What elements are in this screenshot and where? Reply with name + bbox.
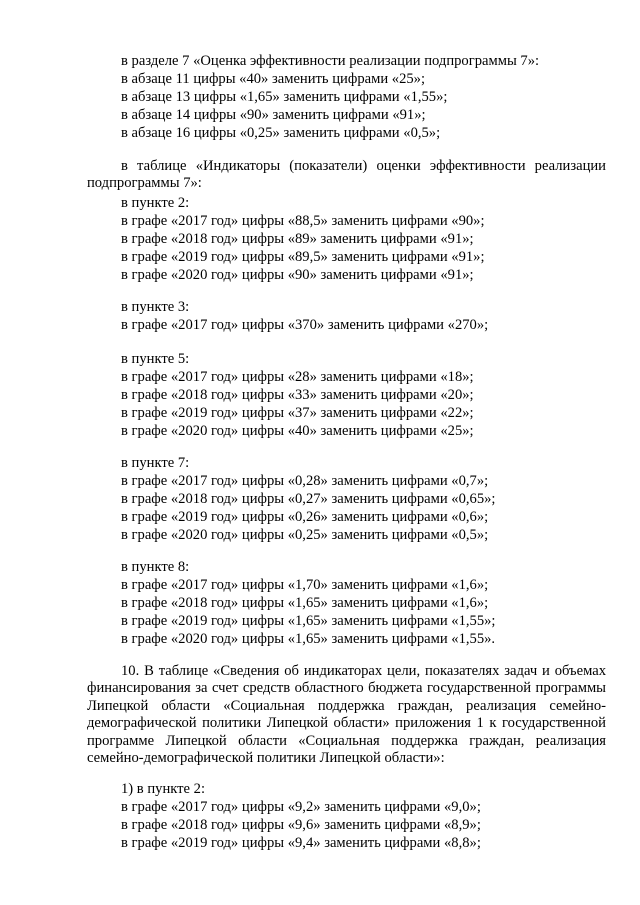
amendment-line: в абзаце 14 цифры «90» заменить цифрами «91»;	[121, 107, 426, 123]
table-intro-paragraph: в таблице «Индикаторы (показатели) оценки эффективности реализации подпрограммы 7»:	[87, 158, 606, 192]
amendment-line: в графе «2019 год» цифры «9,4» заменить цифрами «8,8»;	[121, 835, 481, 851]
amendment-line: в графе «2017 год» цифры «9,2» заменить цифрами «9,0»;	[121, 799, 481, 815]
paragraph-10: 10. В таблице «Сведения об индикаторах цели, показателях задач и объемах финансирования за счет средств областного бюджета государственной программы Липецкой области «Социальная поддержка граждан, реализация семейно-демографической политики Липецкой области» приложения 1 к государственной программе Липецкой области «Социальная поддержка граждан, реализация семейно-демографической политики Липецкой области»:	[87, 663, 606, 767]
item-title: в пункте 5:	[121, 351, 190, 367]
section7-heading: в разделе 7 «Оценка эффективности реализации подпрограммы 7»:	[121, 53, 540, 69]
item-title: 1) в пункте 2:	[121, 781, 206, 797]
amendment-line: в графе «2020 год» цифры «90» заменить цифрами «91»;	[121, 267, 474, 283]
item-title: в пункте 3:	[121, 299, 190, 315]
amendment-line: в графе «2020 год» цифры «1,65» заменить цифрами «1,55».	[121, 631, 496, 647]
amendment-line: в графе «2020 год» цифры «40» заменить цифрами «25»;	[121, 423, 474, 439]
amendment-line: в графе «2017 год» цифры «0,28» заменить цифрами «0,7»;	[121, 473, 489, 489]
amendment-line: в графе «2018 год» цифры «89» заменить цифрами «91»;	[121, 231, 474, 247]
amendment-line: в абзаце 13 цифры «1,65» заменить цифрами «1,55»;	[121, 89, 448, 105]
amendment-line: в графе «2019 год» цифры «89,5» заменить цифрами «91»;	[121, 249, 485, 265]
item-title: в пункте 7:	[121, 455, 190, 471]
item-title: в пункте 2:	[121, 195, 190, 211]
amendment-line: в графе «2020 год» цифры «0,25» заменить цифрами «0,5»;	[121, 527, 489, 543]
amendment-line: в графе «2018 год» цифры «33» заменить цифрами «20»;	[121, 387, 474, 403]
amendment-line: в графе «2017 год» цифры «370» заменить цифрами «270»;	[121, 317, 489, 333]
amendment-line: в графе «2018 год» цифры «9,6» заменить цифрами «8,9»;	[121, 817, 481, 833]
amendment-line: в абзаце 11 цифры «40» заменить цифрами «25»;	[121, 71, 426, 87]
amendment-line: в графе «2017 год» цифры «1,70» заменить цифрами «1,6»;	[121, 577, 489, 593]
amendment-line: в графе «2018 год» цифры «1,65» заменить цифрами «1,6»;	[121, 595, 489, 611]
amendment-line: в графе «2019 год» цифры «1,65» заменить цифрами «1,55»;	[121, 613, 496, 629]
amendment-line: в графе «2017 год» цифры «28» заменить цифрами «18»;	[121, 369, 474, 385]
item-title: в пункте 8:	[121, 559, 190, 575]
amendment-line: в графе «2017 год» цифры «88,5» заменить цифрами «90»;	[121, 213, 485, 229]
amendment-line: в абзаце 16 цифры «0,25» заменить цифрами «0,5»;	[121, 125, 441, 141]
amendment-line: в графе «2018 год» цифры «0,27» заменить цифрами «0,65»;	[121, 491, 496, 507]
amendment-line: в графе «2019 год» цифры «0,26» заменить цифрами «0,6»;	[121, 509, 489, 525]
amendment-line: в графе «2019 год» цифры «37» заменить цифрами «22»;	[121, 405, 474, 421]
